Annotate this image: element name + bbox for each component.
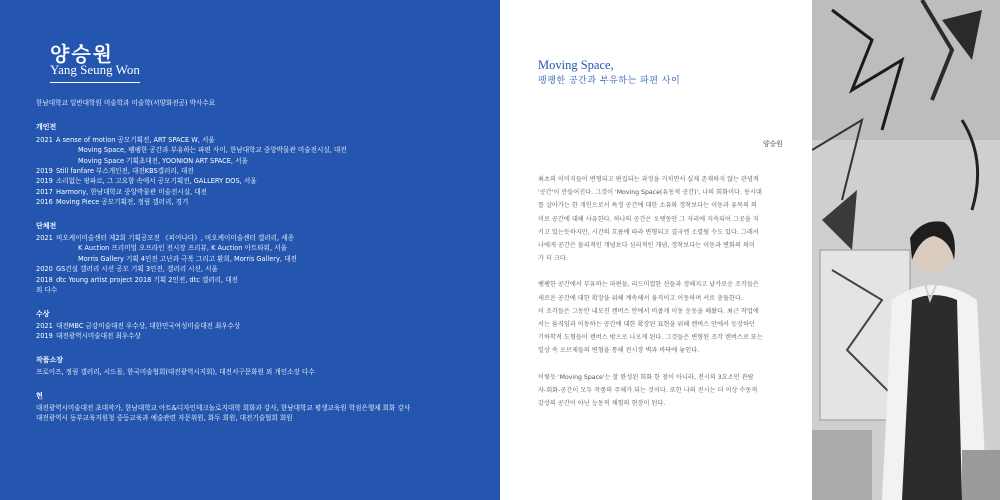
essay-line: 감상의 공간이 아닌 능동적 체험의 현장이 된다. [538, 400, 666, 408]
entry-text: 대전광역시미술대전 최우수상 [56, 332, 141, 341]
entry-year: 2016 [36, 198, 53, 207]
artist-name-korean: 양승원 [50, 42, 114, 66]
education-line: 한남대학교 일반대학원 미술학과 미술학(서양화전공) 박사수료 [36, 99, 216, 107]
current-positions-title: 현 [36, 391, 43, 400]
entry-year [36, 145, 52, 155]
essay-page [500, 0, 1000, 500]
solo-exhibitions-section [36, 122, 476, 207]
essay-paragraph [538, 371, 786, 411]
essay-author: 양승원 [763, 140, 783, 148]
entry-text: K Auction 프리미엄 오프라인 전시장 프리뷰, K Auction 아트타워, 서울 [78, 244, 287, 253]
essay-line: '공간'이 만들어진다. 그것이 'Moving Space(유동적 공간)', 나의 회화이다. 동시대 [538, 189, 762, 197]
exhibition-entry [36, 166, 476, 176]
entry-text: dtc Young artist project 2018 기획 2인전, dtc 갤러리, 대전 [56, 275, 238, 284]
entry-year: 2017 [36, 187, 53, 196]
collections-section [36, 355, 476, 378]
entry-text: GS건설 갤러리 시선 공모 기획 3인전, 갤러리 시선, 서울 [56, 265, 218, 274]
essay-line: 키고 있는듯하지만, 시간의 흐름에 따라 변형되고 결국엔 소멸될 수도 있다. 그래서 [538, 228, 759, 236]
entry-year [36, 254, 52, 264]
entry-year: 2021 [36, 321, 53, 330]
collections-text: 프로이즈, 정림 갤러리, 시드몰, 한국미술협회(대전광역시지회), 대전서구문화원 외 개인소장 다수 [36, 368, 315, 377]
collections-title: 작품소장 [36, 355, 64, 364]
entry-text: Harmony, 한남대학교 중앙박물관 미술전시실, 대전 [56, 187, 207, 196]
entry-year: 2019 [36, 167, 53, 176]
group-exhibitions-section [36, 221, 476, 296]
solo-exhibitions-title: 개인전 [36, 123, 57, 132]
exhibition-entry [36, 135, 476, 145]
entry-text: Moving Space, 팽팽한 공간과 부유하는 파편 사이, 한남대학교 중앙박물관 미술전시실, 대전 [78, 146, 347, 155]
exhibition-entry [36, 264, 476, 274]
current-position-line: 대전광역시 동부교육지원청 중등교육과 예술관련 자문위원, 화두 회원, 대전기술협회 회원 [36, 414, 293, 423]
essay-title-english: Moving Space, [538, 58, 614, 72]
group-exhibitions-title: 단체전 [36, 221, 57, 230]
awards-title: 수상 [36, 309, 50, 318]
essay-paragraph [538, 173, 786, 265]
exhibition-entry [36, 243, 476, 253]
artist-in-studio-image [812, 0, 1000, 500]
current-position-line: 대전광역시미술대전 초대작가, 한남대학교 아트&디자인테크놀로지대학 회화과 강사, 한남대학교 평생교육원 학점은행제 회화 강사 [36, 403, 411, 412]
group-exhibitions-etc: 외 다수 [36, 286, 58, 295]
bio-block [36, 98, 476, 437]
essay-line: 새로운 공간에 대한 확장을 위해 계속해서 움직이고 이동하며 서로 충돌한다. [538, 294, 743, 302]
essay-line: 서는 움직임과 이동하는 공간에 대한 확장된 표현을 위해 캔버스 안에서 등장하던 [538, 321, 755, 329]
entry-year: 2019 [36, 177, 53, 186]
essay-line: 이렇듯 'Moving Space'는 잘 완성된 회화 한 점이 아니라, 전시의 3요소인 관람 [538, 373, 754, 381]
exhibition-entry [36, 275, 476, 285]
essay-line: 팽팽한 공간에서 부유하는 파편들, 리드미컬한 선들과 정해지고 날카로운 조각들은 [538, 281, 759, 289]
entry-year: 2020 [36, 265, 53, 274]
group-exhibitions-list [36, 233, 476, 285]
exhibition-entry [36, 254, 476, 264]
entry-year [36, 156, 52, 166]
entry-year [36, 243, 52, 253]
exhibition-entry [36, 197, 476, 207]
entry-text: Moving Piece 공모기획전, 정림 갤러리, 경기 [56, 198, 189, 207]
essay-line: 를 살아가는 한 개인으로서 특정 공간에 대한 소유와 정착보다는 이동과 유목의 의 [538, 202, 757, 210]
current-positions-section [36, 391, 476, 424]
essay-line: 이 조각들은 그동안 내모진 캔버스 안에서 비좁게 이동 운동을 해왔다. 최근 작업에 [538, 307, 759, 315]
essay-line: 미로 공간에 대해 사유한다. 하나의 공간은 오랫동안 그 자리에 지속되어 그곳을 지 [538, 215, 759, 223]
entry-year: 2021 [36, 234, 53, 243]
essay-line: 최초의 이미지들이 변형되고 편집되는 과정을 거치면서 실제 존재하지 않는 관념적 [538, 176, 759, 183]
artist-name-english: Yang Seung Won [50, 62, 140, 83]
entry-text: 비오케이미술센터 제2회 기획공모전 《피어나다》, 비오케이미술센터 갤러리, 세종 [56, 234, 294, 243]
solo-exhibitions-list [36, 135, 476, 208]
awards-list [36, 321, 476, 342]
entry-year: 2019 [36, 332, 53, 341]
exhibition-entry [36, 233, 476, 243]
essay-line: 일상 속 오브제들의 변형을 통해 전시장 벽과 바닥에 놓인다. [538, 347, 700, 355]
essay-body [538, 173, 786, 423]
entry-text: Morris Gallery 기획 4인전 고난과 극복 그리고 환희, Morris Gallery, 대전 [78, 254, 297, 263]
entry-text: Moving Space 기획초대전, YOONION ART SPACE, 서울 [78, 156, 248, 165]
entry-text: 대전MBC 금강미술대전 우수상, 대한민국여성미술대전 최우수상 [56, 321, 241, 330]
exhibition-entry [36, 321, 476, 331]
entry-year: 2021 [36, 135, 53, 144]
entry-text: A sense of motion 공모기획전, ART SPACE W, 서울 [56, 135, 215, 144]
essay-paragraph [538, 278, 786, 357]
essay-line: 기하학적 도형들이 캔버스 밖으로 나오게 된다. 그것들은 변형된 조각 캔버스로 또는 [538, 334, 763, 342]
entry-text: 소리없는 팡파르, 그 고요함 속에서 공모기획전, GALLERY DOS, 서울 [56, 177, 257, 186]
entry-year: 2018 [36, 275, 53, 284]
essay-line: 가 더 크다. [538, 255, 568, 263]
essay-title-korean: 팽팽한 공간과 부유하는 파편 사이 [538, 76, 681, 86]
exhibition-entry [36, 156, 476, 166]
exhibition-entry [36, 331, 476, 341]
entry-text: Still fanfare 부스개인전, 대전KBS갤러리, 대전 [56, 167, 194, 176]
essay-line: 나에게 공간은 물리적인 개념보다 심리적인 개념, 정착보다는 이동과 변화의 의미 [538, 242, 755, 250]
awards-section [36, 309, 476, 342]
exhibition-entry [36, 176, 476, 186]
exhibition-entry [36, 145, 476, 155]
essay-line: 자-회화-공간이 모두 작품의 주체가 되는 것이다. 또한 나의 전시는 더 이상 수동적 [538, 386, 758, 394]
exhibition-entry [36, 187, 476, 197]
artist-photo [812, 0, 1000, 500]
